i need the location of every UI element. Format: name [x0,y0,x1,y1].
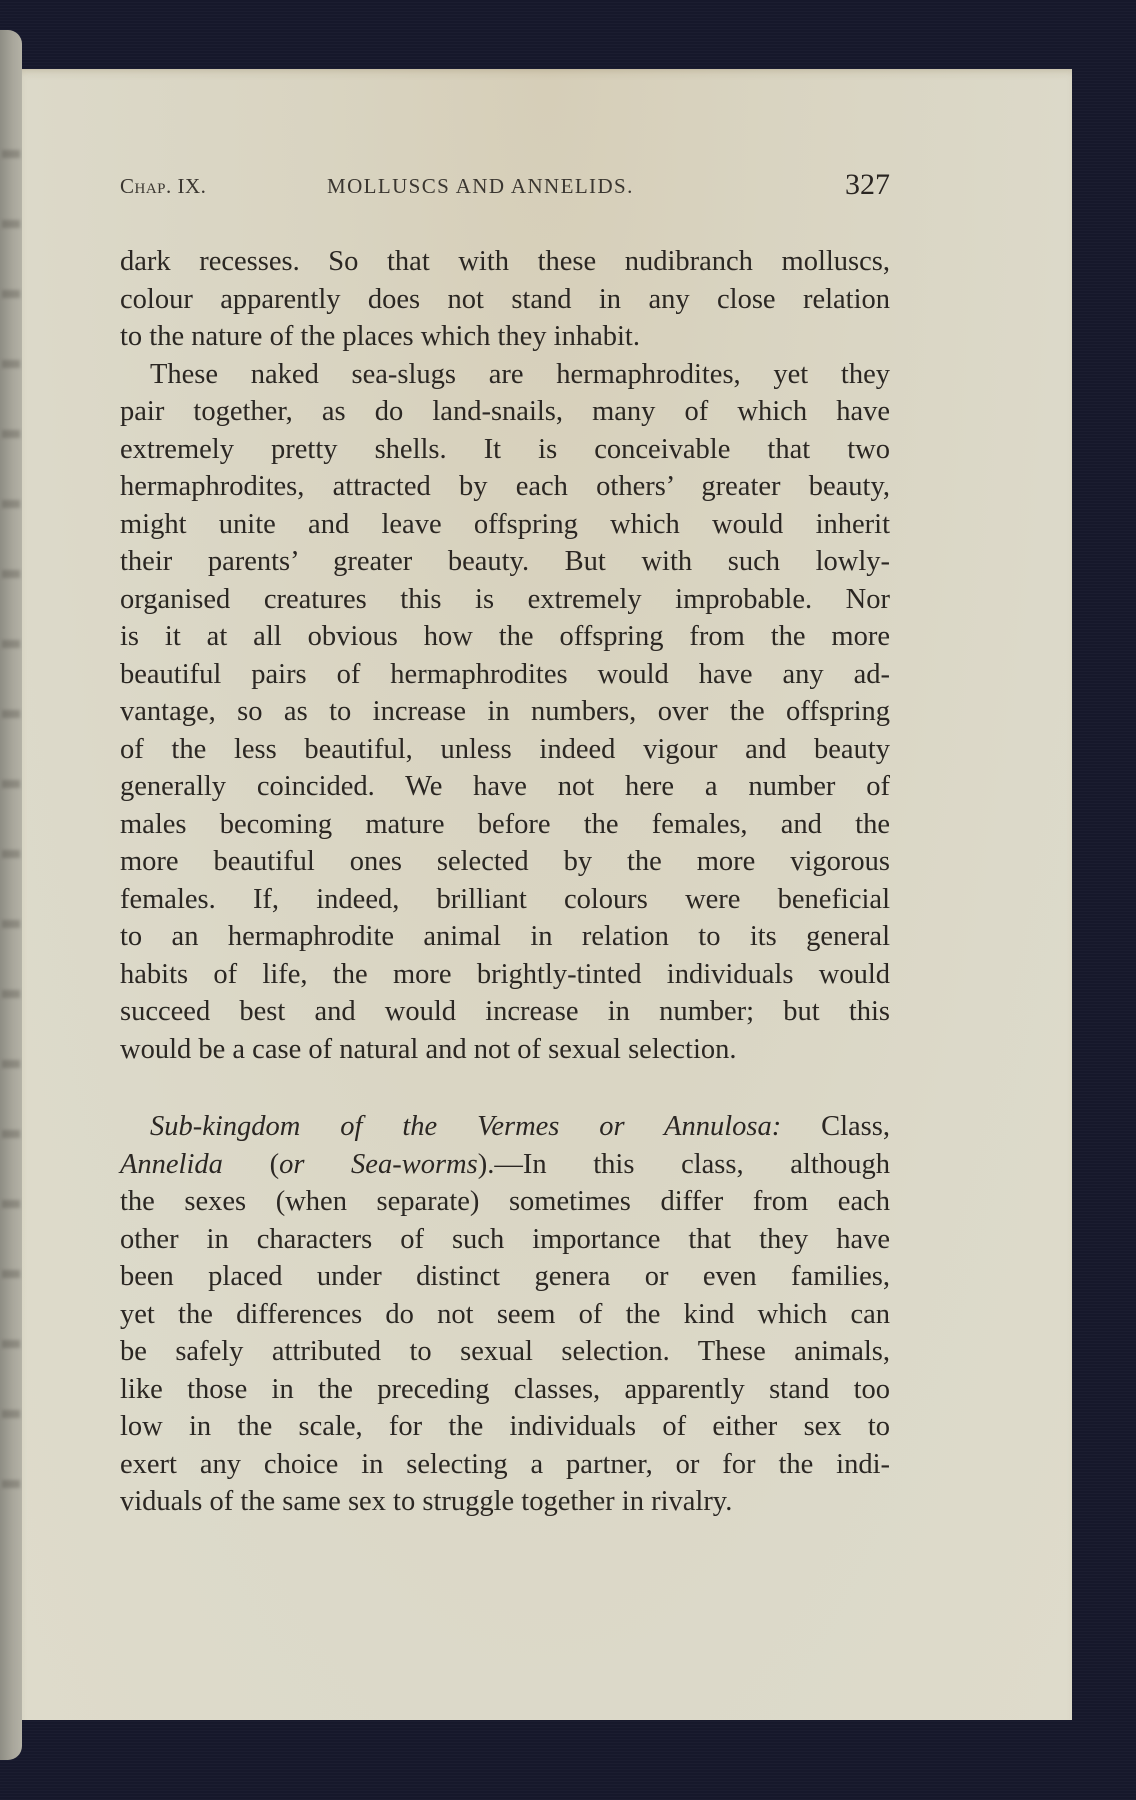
text-line: their parents’ greater beauty. But with such lowly- [120,546,890,577]
text-line: low in the scale, for the individuals of either sex to [120,1411,890,1442]
running-head [120,170,890,200]
section-heading-line: Annelida (or Sea-worms).—In this class, although [120,1148,890,1180]
running-title: MOLLUSCS AND ANNELIDS. [327,174,634,198]
text-line: These naked sea-slugs are hermaphrodites, yet they [150,358,890,390]
text-line: succeed best and would increase in number; but this [120,996,890,1027]
section-text [120,1108,890,1521]
adjacent-page-edge [0,30,22,1760]
text-line: exert any choice in selecting a partner, or for the indi- [120,1448,890,1480]
text-line: the sexes (when separate) sometimes differ from each [120,1186,890,1217]
text-line: habits of life, the more brightly-tinted individuals would [120,958,890,990]
text-line: might unite and leave offspring which would inherit [120,508,890,540]
text-line: would be a case of natural and not of sexual selection. [120,1033,737,1065]
section-heading: Sub-kingdom of the Vermes or Annulosa: [150,1111,782,1142]
text-line: pair together, as do land-snails, many of which have [120,396,890,427]
text-line: be safely attributed to sexual selection. These animals, [120,1336,890,1367]
text-line: more beautiful ones selected by the more vigorous [120,846,890,877]
text-line: colour apparently does not stand in any close relation [120,283,890,315]
text-line: males becoming mature before the females, and the [120,808,890,840]
text-line: yet the differences do not seem of the kind which can [120,1298,890,1330]
text-line: is it at all obvious how the offspring from the more [120,621,890,652]
text-line: beautiful pairs of hermaphrodites would have any ad- [120,658,890,690]
text-line: organised creatures this is extremely improbable. Nor [120,583,890,615]
chapter-label: Chap. IX. [120,174,207,198]
text-line: hermaphrodites, attracted by each others’ greater beauty, [120,471,890,502]
class-name: Annelida [120,1148,223,1180]
text-line: viduals of the same sex to struggle together in rivalry. [120,1486,733,1517]
text-line: vantage, so as to increase in numbers, over the offspring [120,696,890,727]
text-line: generally coincided. We have not here a number of [120,771,890,802]
text-line: like those in the preceding classes, apparently stand too [120,1373,890,1405]
text-line: dark recesses. So that with these nudibranch molluscs, [120,246,890,277]
text-line: of the less beautiful, unless indeed vigour and beauty [120,733,890,765]
page-number: 327 [845,168,890,201]
text-line: to the nature of the places which they inhabit. [120,321,640,352]
text-line: to an hermaphrodite animal in relation to its general [120,921,890,952]
text-line: females. If, indeed, brilliant colours were beneficial [120,883,890,915]
body-text [120,243,890,1068]
section-heading-line: Sub-kingdom of the Vermes or Annulosa: Class, [150,1111,890,1142]
text-line: other in characters of such importance that they have [120,1223,890,1255]
text-line: been placed under distinct genera or even families, [120,1261,890,1292]
text-line: extremely pretty shells. It is conceivable that two [120,433,890,465]
